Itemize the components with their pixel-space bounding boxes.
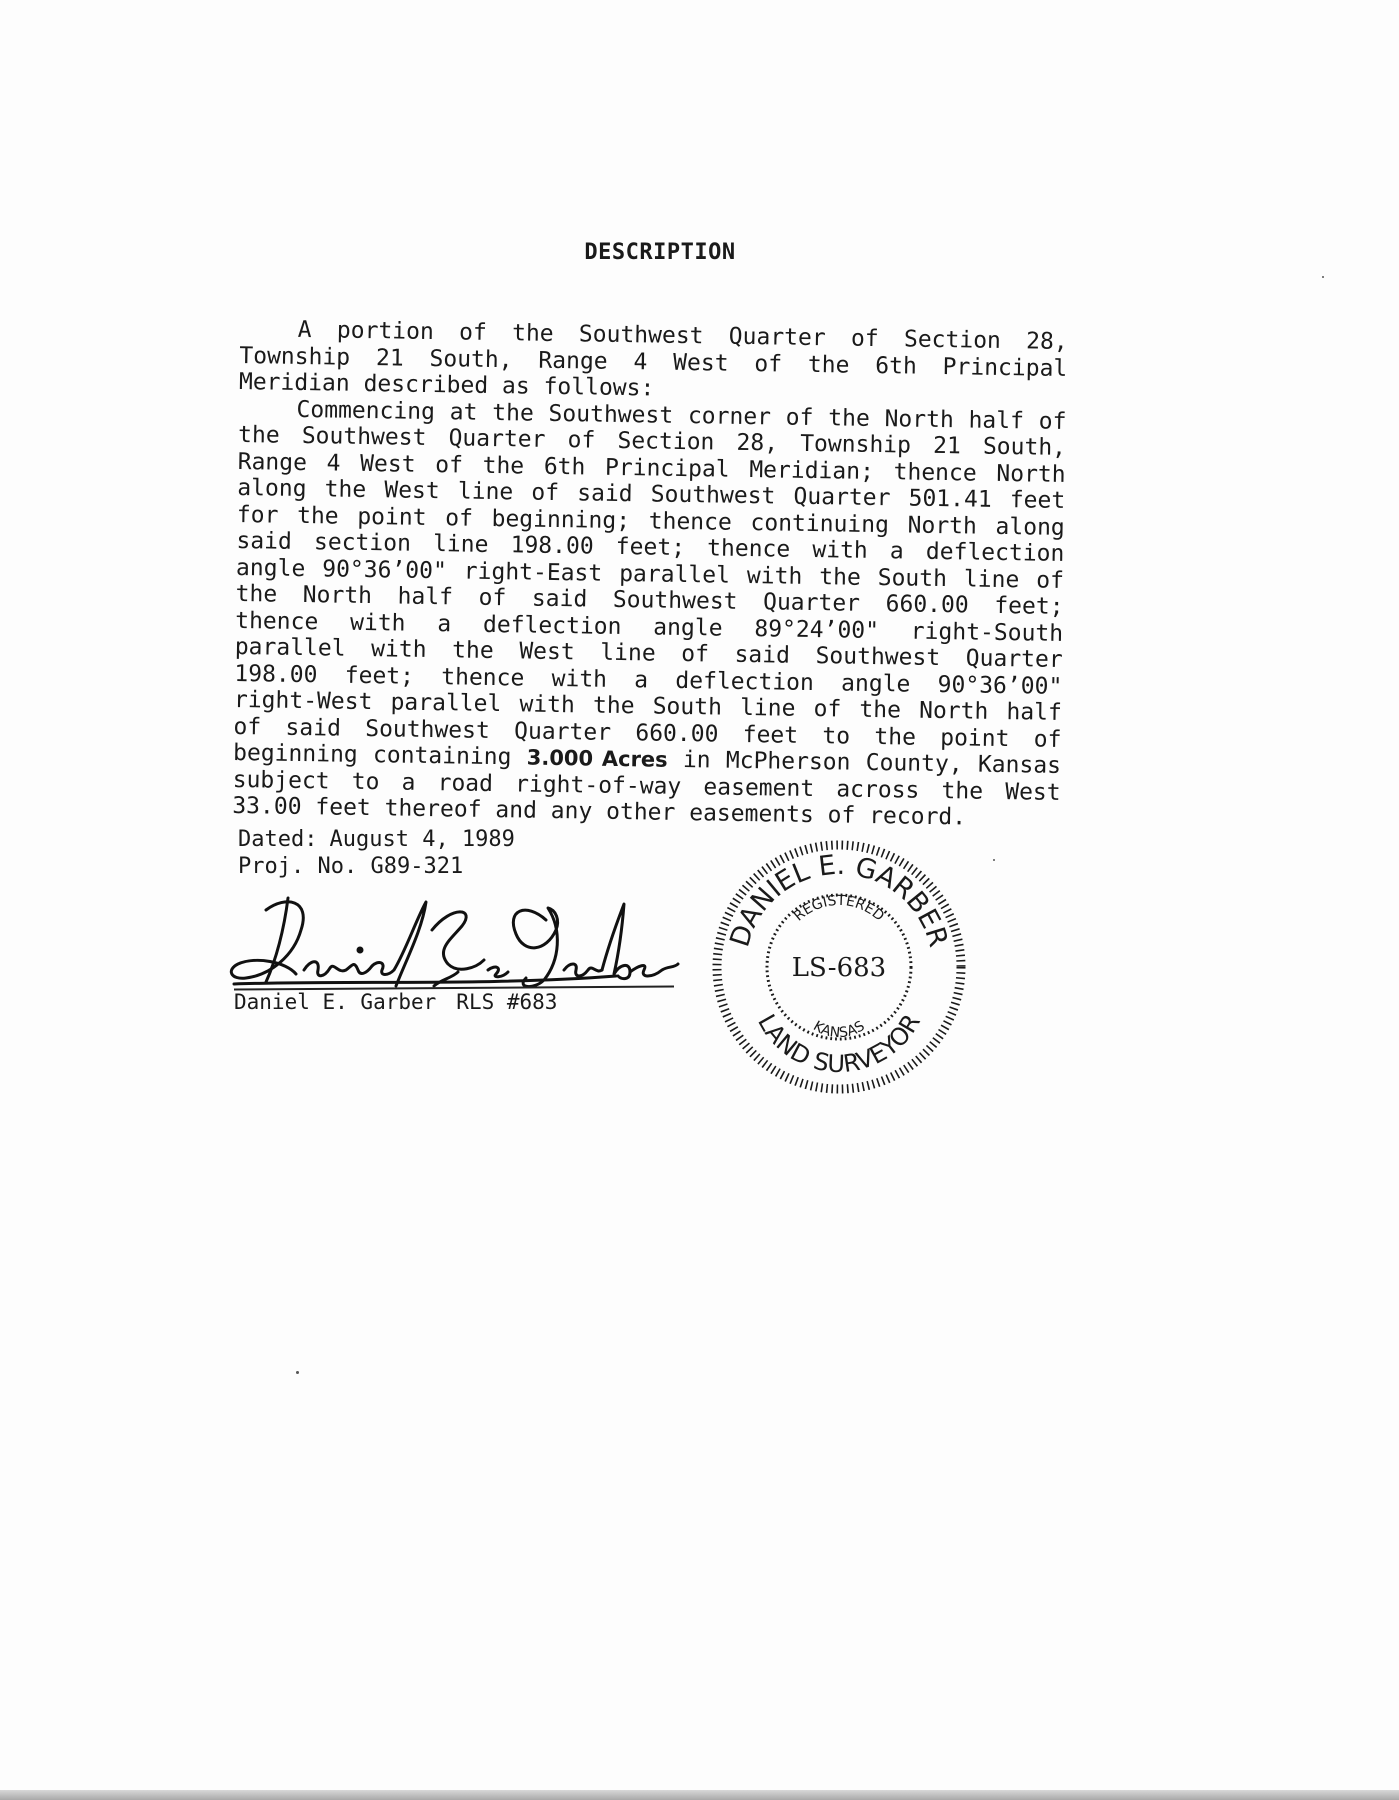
- seal-title: LAND SURVEYOR: [752, 1009, 926, 1079]
- seal-state: KANSAS: [810, 1018, 868, 1042]
- signature-block: [226, 890, 686, 1020]
- project-value: G89-321: [370, 854, 464, 879]
- metes-and-bounds-closing: in McPherson County, Kansas subject to a road right-of-way easement across the West 33.00 feet thereof and any other easements of record.: [232, 747, 1062, 831]
- scan-speck: [993, 859, 995, 861]
- project-label: Proj. No.: [238, 854, 358, 879]
- legal-description: [232, 316, 1068, 832]
- seal-registered: REGISTERED: [790, 892, 888, 925]
- seal-license-number: LS-683: [791, 953, 887, 983]
- metes-and-bounds-paragraph: [232, 395, 1067, 832]
- signer-caption: [234, 990, 557, 1014]
- acreage: 3.000 Acres: [526, 745, 668, 772]
- seal-name: DANIEL E. GARBER: [724, 849, 954, 951]
- dated-label: Dated:: [238, 827, 318, 852]
- intro-paragraph: A portion of the Southwest Quarter of Section 28, Township 21 South, Range 4 West of the 6th Principal Meridian described as follows:: [238, 316, 1068, 402]
- dated-value: August 4, 1989: [329, 827, 515, 852]
- document-title: DESCRIPTION: [584, 240, 736, 265]
- document-meta: [238, 826, 515, 880]
- project-row: [238, 853, 515, 880]
- signer-license: RLS #683: [456, 990, 558, 1014]
- scan-speck: [1322, 276, 1324, 278]
- metes-and-bounds-text: Commencing at the Southwest corner of the North half of the Southwest Quarter of Section 28, Township 21 South, Range 4 West of the 6th Principal Meridian; thence North along the West line of said Southwest Quarter 501.41 feet for the point of beginning; thence continuing North along said section line 198.00 feet; thence with a deflection angle 90°36’00" right-East parallel with the South line of the North half of said Southwest Quarter 660.00 feet; thence with a deflection angle 89°24’00" right-South parallel with the West line of said Southwest Quarter 198.00 feet; thence with a deflection angle 90°36’00" right-West parallel with the South line of the North half of said Southwest Quarter 660.00 feet to the point of beginning containing: [232, 396, 1067, 771]
- dated-row: [238, 826, 515, 853]
- handwritten-signature: [226, 890, 686, 1000]
- scan-edge: [0, 1790, 1399, 1800]
- surveyor-seal: [704, 832, 974, 1102]
- scan-speck: [296, 1371, 299, 1374]
- signer-name: Daniel E. Garber: [234, 990, 437, 1014]
